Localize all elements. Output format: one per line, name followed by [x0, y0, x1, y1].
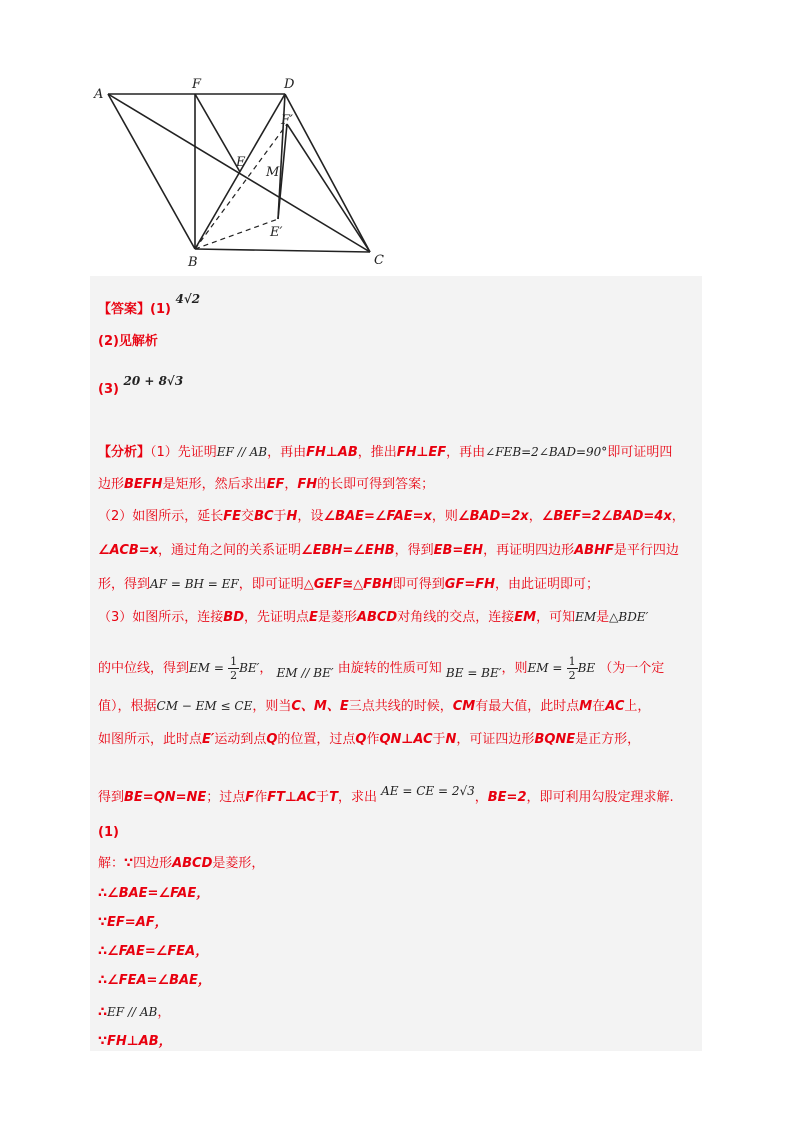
solution-line-5: ∴∠FEA=∠BAE， — [98, 973, 211, 988]
answer-part1: 【答案】(1) 4√2 — [98, 292, 201, 317]
solution-line-7: ∵FH⊥AB， — [98, 1034, 172, 1049]
dashed-BE-prime — [195, 219, 278, 249]
label-M: M — [266, 165, 280, 180]
answer-part3-math: 20 + 8√3 — [123, 374, 184, 388]
analysis-line-3: （2）如图所示，延长FE交BC于H，设∠BAE=∠FAE=x，则∠BAD=2x，∠BEF=2∠BAD=4x， — [98, 509, 685, 524]
analysis-line-2: 边形BEFH是矩形，然后求出EF，FH的长即可得到答案； — [98, 477, 435, 492]
answer-part3: (3) 20 + 8√3 — [98, 374, 184, 397]
fraction-one-half: $\frac{1}{2}$ — [230, 655, 238, 682]
geometry-figure — [90, 74, 400, 278]
solution-line-1: 解：∵四边形ABCD是菱形， — [98, 856, 265, 871]
segment-AB — [108, 94, 195, 249]
analysis-line-8: 值），根据CM − EM ≤ CE，则当C、M、E三点共线的时候，CM有最大值，此时点M在AC上， — [98, 699, 651, 714]
analysis-line-10: 得到BE=QN=NE；过点F作FT⊥AC于T，求出 AE = CE = 2√3，BE=2，即可利用勾股定理求解. — [98, 784, 674, 805]
label-F-prime: F′ — [281, 113, 293, 128]
label-F: F — [192, 77, 202, 92]
label-A: A — [94, 87, 104, 102]
answer-part1-math: 4√2 — [175, 292, 201, 306]
analysis-line-9: 如图所示，此时点E′运动到点Q的位置，过点Q作QN⊥AC于N，可证四边形BQNE是正方形， — [98, 732, 641, 747]
label-C: C — [374, 253, 384, 268]
solution-line-6: ∴EF // AB， — [98, 1005, 171, 1020]
fraction-one-half-2: $\frac{1}{2}$ — [568, 655, 576, 682]
answer-part2: (2)见解析 — [98, 334, 158, 349]
solution-part1-number: (1) — [98, 825, 119, 840]
geometry-diagram — [90, 74, 400, 274]
analysis-line-5: 形，得到AF = BH = EF，即可证明△GEF≅△FBH即可得到GF=FH，由此证明即可； — [98, 577, 600, 592]
label-B: B — [188, 255, 198, 270]
segment-DC — [285, 94, 370, 252]
analysis-line-1: 【分析】（1）先证明EF // AB，再由FH⊥AB，推出FH⊥EF，再由∠FEB=2∠BAD=90°即可证明四 — [98, 445, 673, 460]
segment-BC — [195, 249, 370, 252]
analysis-line-6: （3）如图所示，连接BD，先证明点E是菱形ABCD对角线的交点，连接EM，可知EM是△BDE′ — [98, 610, 649, 625]
analysis-line-4: ∠ACB=x，通过角之间的关系证明∠EBH=∠EHB，得到EB=EH，再证明四边形ABHF是平行四边 — [98, 543, 679, 558]
label-E-prime: E′ — [270, 225, 283, 240]
label-D: D — [284, 77, 295, 92]
solution-line-4: ∴∠FAE=∠FEA， — [98, 944, 209, 959]
solution-line-3: ∵EF=AF， — [98, 915, 168, 930]
label-E: E — [236, 155, 246, 170]
segment-CF-prime — [287, 124, 370, 252]
analysis-line-7: 的中位线，得到EM = $\frac{1}{2}$ BE′， EM // BE′ 由旋转的性质可知 BE = BE′，则EM = $\frac{1}{2}$ BE （为一个定 — [98, 655, 665, 682]
solution-line-2: ∴∠BAE=∠FAE， — [98, 886, 210, 901]
